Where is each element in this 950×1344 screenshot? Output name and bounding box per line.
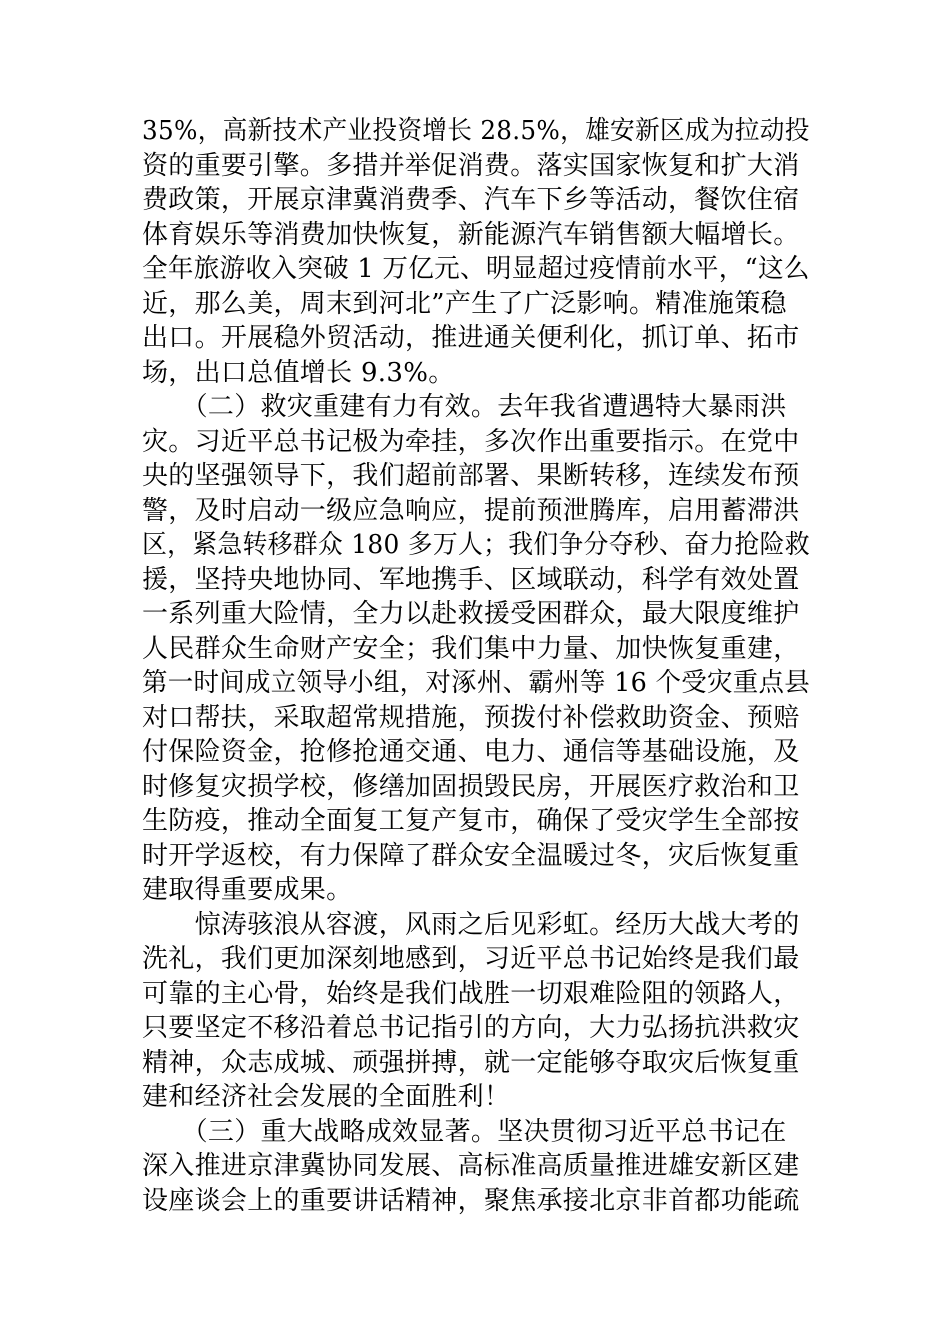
text-line: 生防疫，推动全面复工复产复市，确保了受灾学生全部按 bbox=[142, 806, 800, 836]
text-line: 体育娱乐等消费加快恢复，新能源汽车销售额大幅增长。 bbox=[142, 219, 800, 250]
text-line: 时修复灾损学校，修缮加固损毁民房，开展医疗救治和卫 bbox=[142, 771, 800, 802]
text-line: 对口帮扶，采取超常规措施，预拨付补偿救助资金、预赔 bbox=[142, 702, 800, 733]
text-line: 灾。习近平总书记极为牵挂，多次作出重要指示。在党中 bbox=[142, 426, 800, 457]
text-line: 精神，众志成城、顽强拼搏，就一定能够夺取灾后恢复重 bbox=[142, 1047, 800, 1078]
text-line: 设座谈会上的重要讲话精神，聚焦承接北京非首都功能疏 bbox=[142, 1185, 800, 1216]
text-line: 资的重要引擎。多措并举促消费。落实国家恢复和扩大消 bbox=[142, 150, 800, 181]
text-line: 援，坚持央地协同、军地携手、区域联动，科学有效处置 bbox=[142, 564, 800, 595]
text-line: 全年旅游收入突破 1 万亿元、明显超过疫情前水平，“这么 bbox=[142, 254, 810, 284]
text-line: 人民群众生命财产安全；我们集中力量、加快恢复重建， bbox=[142, 633, 800, 664]
text-line: 可靠的主心骨，始终是我们战胜一切艰难险阻的领路人， bbox=[142, 978, 800, 1009]
text-line: 建取得重要成果。 bbox=[142, 875, 353, 905]
text-line: 只要坚定不移沿着总书记指引的方向，大力弘扬抗洪救灾 bbox=[142, 1013, 800, 1043]
text-line: 央的坚强领导下，我们超前部署、果断转移，连续发布预 bbox=[142, 461, 800, 491]
text-line: 35%，高新技术产业投资增长 28.5%，雄安新区成为拉动投 bbox=[142, 116, 810, 146]
text-line: （二）救灾重建有力有效。去年我省遭遇特大暴雨洪 bbox=[142, 392, 787, 422]
text-line: 出口。开展稳外贸活动，推进通关便利化，抓订单、拓市 bbox=[142, 323, 800, 353]
text-line: 付保险资金，抢修抢通交通、电力、通信等基础设施，及 bbox=[142, 737, 800, 767]
text-line: 洗礼，我们更加深刻地感到，习近平总书记始终是我们最 bbox=[142, 944, 800, 974]
text-line: 近，那么美，周末到河北”产生了广泛影响。精准施策稳 bbox=[142, 288, 787, 319]
text-line: 惊涛骇浪从容渡，风雨之后见彩虹。经历大战大考的 bbox=[142, 909, 800, 940]
text-line: 建和经济社会发展的全面胜利！ bbox=[142, 1082, 511, 1112]
body-text bbox=[142, 114, 810, 1218]
text-line: 费政策，开展京津冀消费季、汽车下乡等活动，餐饮住宿 bbox=[142, 185, 800, 215]
text-line: 第一时间成立领导小组，对涿州、霸州等 16 个受灾重点县 bbox=[142, 668, 811, 698]
text-line: （三）重大战略成效显著。坚决贯彻习近平总书记在 bbox=[142, 1116, 787, 1147]
text-line: 深入推进京津冀协同发展、高标准高质量推进雄安新区建 bbox=[142, 1151, 800, 1181]
text-line: 警，及时启动一级应急响应，提前预泄腾库，启用蓄滞洪 bbox=[142, 495, 800, 526]
text-line: 时开学返校，有力保障了群众安全温暖过冬，灾后恢复重 bbox=[142, 840, 800, 871]
text-line: 一系列重大险情，全力以赴救援受困群众，最大限度维护 bbox=[142, 599, 800, 629]
text-line: 区，紧急转移群众 180 多万人；我们争分夺秒、奋力抢险救 bbox=[142, 530, 810, 560]
text-line: 场，出口总值增长 9.3%。 bbox=[142, 357, 455, 388]
